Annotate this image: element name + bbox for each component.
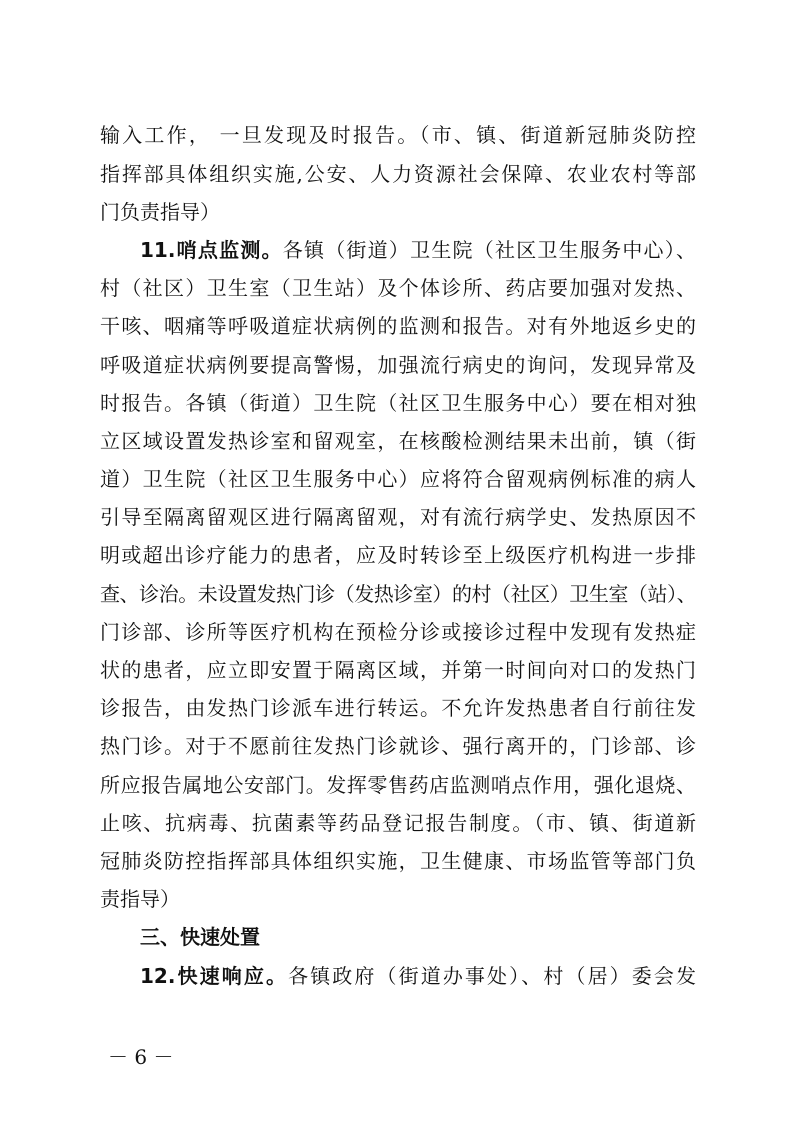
body-line <box>100 155 696 193</box>
section-3-heading: 三、快速处置 <box>140 925 260 949</box>
line-text: 状的患者，应立即安置于隔离区域，并第一时间向对口的发热门 <box>100 658 696 682</box>
body-line <box>100 804 696 842</box>
body-line <box>100 651 696 689</box>
body-line <box>100 766 696 804</box>
body-line <box>100 269 696 307</box>
body-line <box>100 498 696 536</box>
body-line <box>100 116 696 154</box>
line-text: 各镇政府（街道办事处）、村（居）委会发 <box>288 964 696 988</box>
line-text: 引导至隔离留观区进行隔离留观，对有流行病学史、发热原因不 <box>100 505 696 529</box>
line-text: 指挥部具体组织实施,公安、人力资源社会保障、农业农村等部 <box>100 162 696 186</box>
line-text: 输入工作， 一旦发现及时报告。（市、镇、街道新冠肺炎防控 <box>100 123 696 147</box>
body-line <box>100 193 696 231</box>
body-line <box>100 384 696 422</box>
body-line <box>100 689 696 727</box>
line-text: 止咳、抗病毒、抗菌素等药品登记报告制度。（市、镇、街道新 <box>100 811 696 835</box>
line-text: 村（社区）卫生室（卫生站）及个体诊所、药店要加强对发热、 <box>100 276 696 300</box>
line-text: 各镇（街道）卫生院（社区卫生服务中心）、 <box>282 238 696 262</box>
body-line <box>100 842 696 880</box>
section-11-first-line <box>140 231 696 269</box>
line-text: 干咳、咽痛等呼吸道症状病例的监测和报告。对有外地返乡史的 <box>100 314 696 338</box>
line-text: 冠肺炎防控指挥部具体组织实施，卫生健康、市场监管等部门负 <box>100 849 696 873</box>
line-text: 诊报告，由发热门诊派车进行转运。不允许发热患者自行前往发 <box>100 696 696 720</box>
line-text: 立区域设置发热诊室和留观室，在核酸检测结果未出前，镇（街 <box>100 429 696 453</box>
line-text: 呼吸道症状病例要提高警惕，加强流行病史的询问，发现异常及 <box>100 353 696 377</box>
section-12-title: 12.快速响应。 <box>140 964 289 988</box>
line-text: 热门诊。对于不愿前往发热门诊就诊、强行离开的，门诊部、诊 <box>100 734 696 758</box>
line-text: 查、诊治。未设置发热门诊（发热诊室）的村（社区）卫生室（站）、 <box>100 582 696 606</box>
body-line <box>100 727 696 765</box>
line-text: 门负责指导） <box>100 200 220 224</box>
body-line <box>100 460 696 498</box>
section-12-first-line <box>140 957 696 995</box>
line-text: 门诊部、诊所等医疗机构在预检分诊或接诊过程中发现有发热症 <box>100 620 696 644</box>
body-line <box>100 307 696 345</box>
line-text: 责指导） <box>100 887 180 911</box>
line-text: 时报告。各镇（街道）卫生院（社区卫生服务中心）要在相对独 <box>100 391 696 415</box>
body-line <box>100 346 696 384</box>
line-text: 所应报告属地公安部门。发挥零售药店监测哨点作用，强化退烧、 <box>100 773 696 797</box>
line-text: 明或超出诊疗能力的患者，应及时转诊至上级医疗机构进一步排 <box>100 543 696 567</box>
line-text: 道）卫生院（社区卫生服务中心）应将符合留观病例标准的病人 <box>100 467 696 491</box>
body-line <box>100 536 696 574</box>
body-line <box>100 613 696 651</box>
body-line <box>100 575 696 613</box>
section-heading <box>140 918 696 956</box>
page-number: － 6 － <box>108 1045 174 1069</box>
section-11-title: 11.哨点监测。 <box>140 238 283 262</box>
body-line <box>100 880 696 918</box>
body-line <box>100 422 696 460</box>
